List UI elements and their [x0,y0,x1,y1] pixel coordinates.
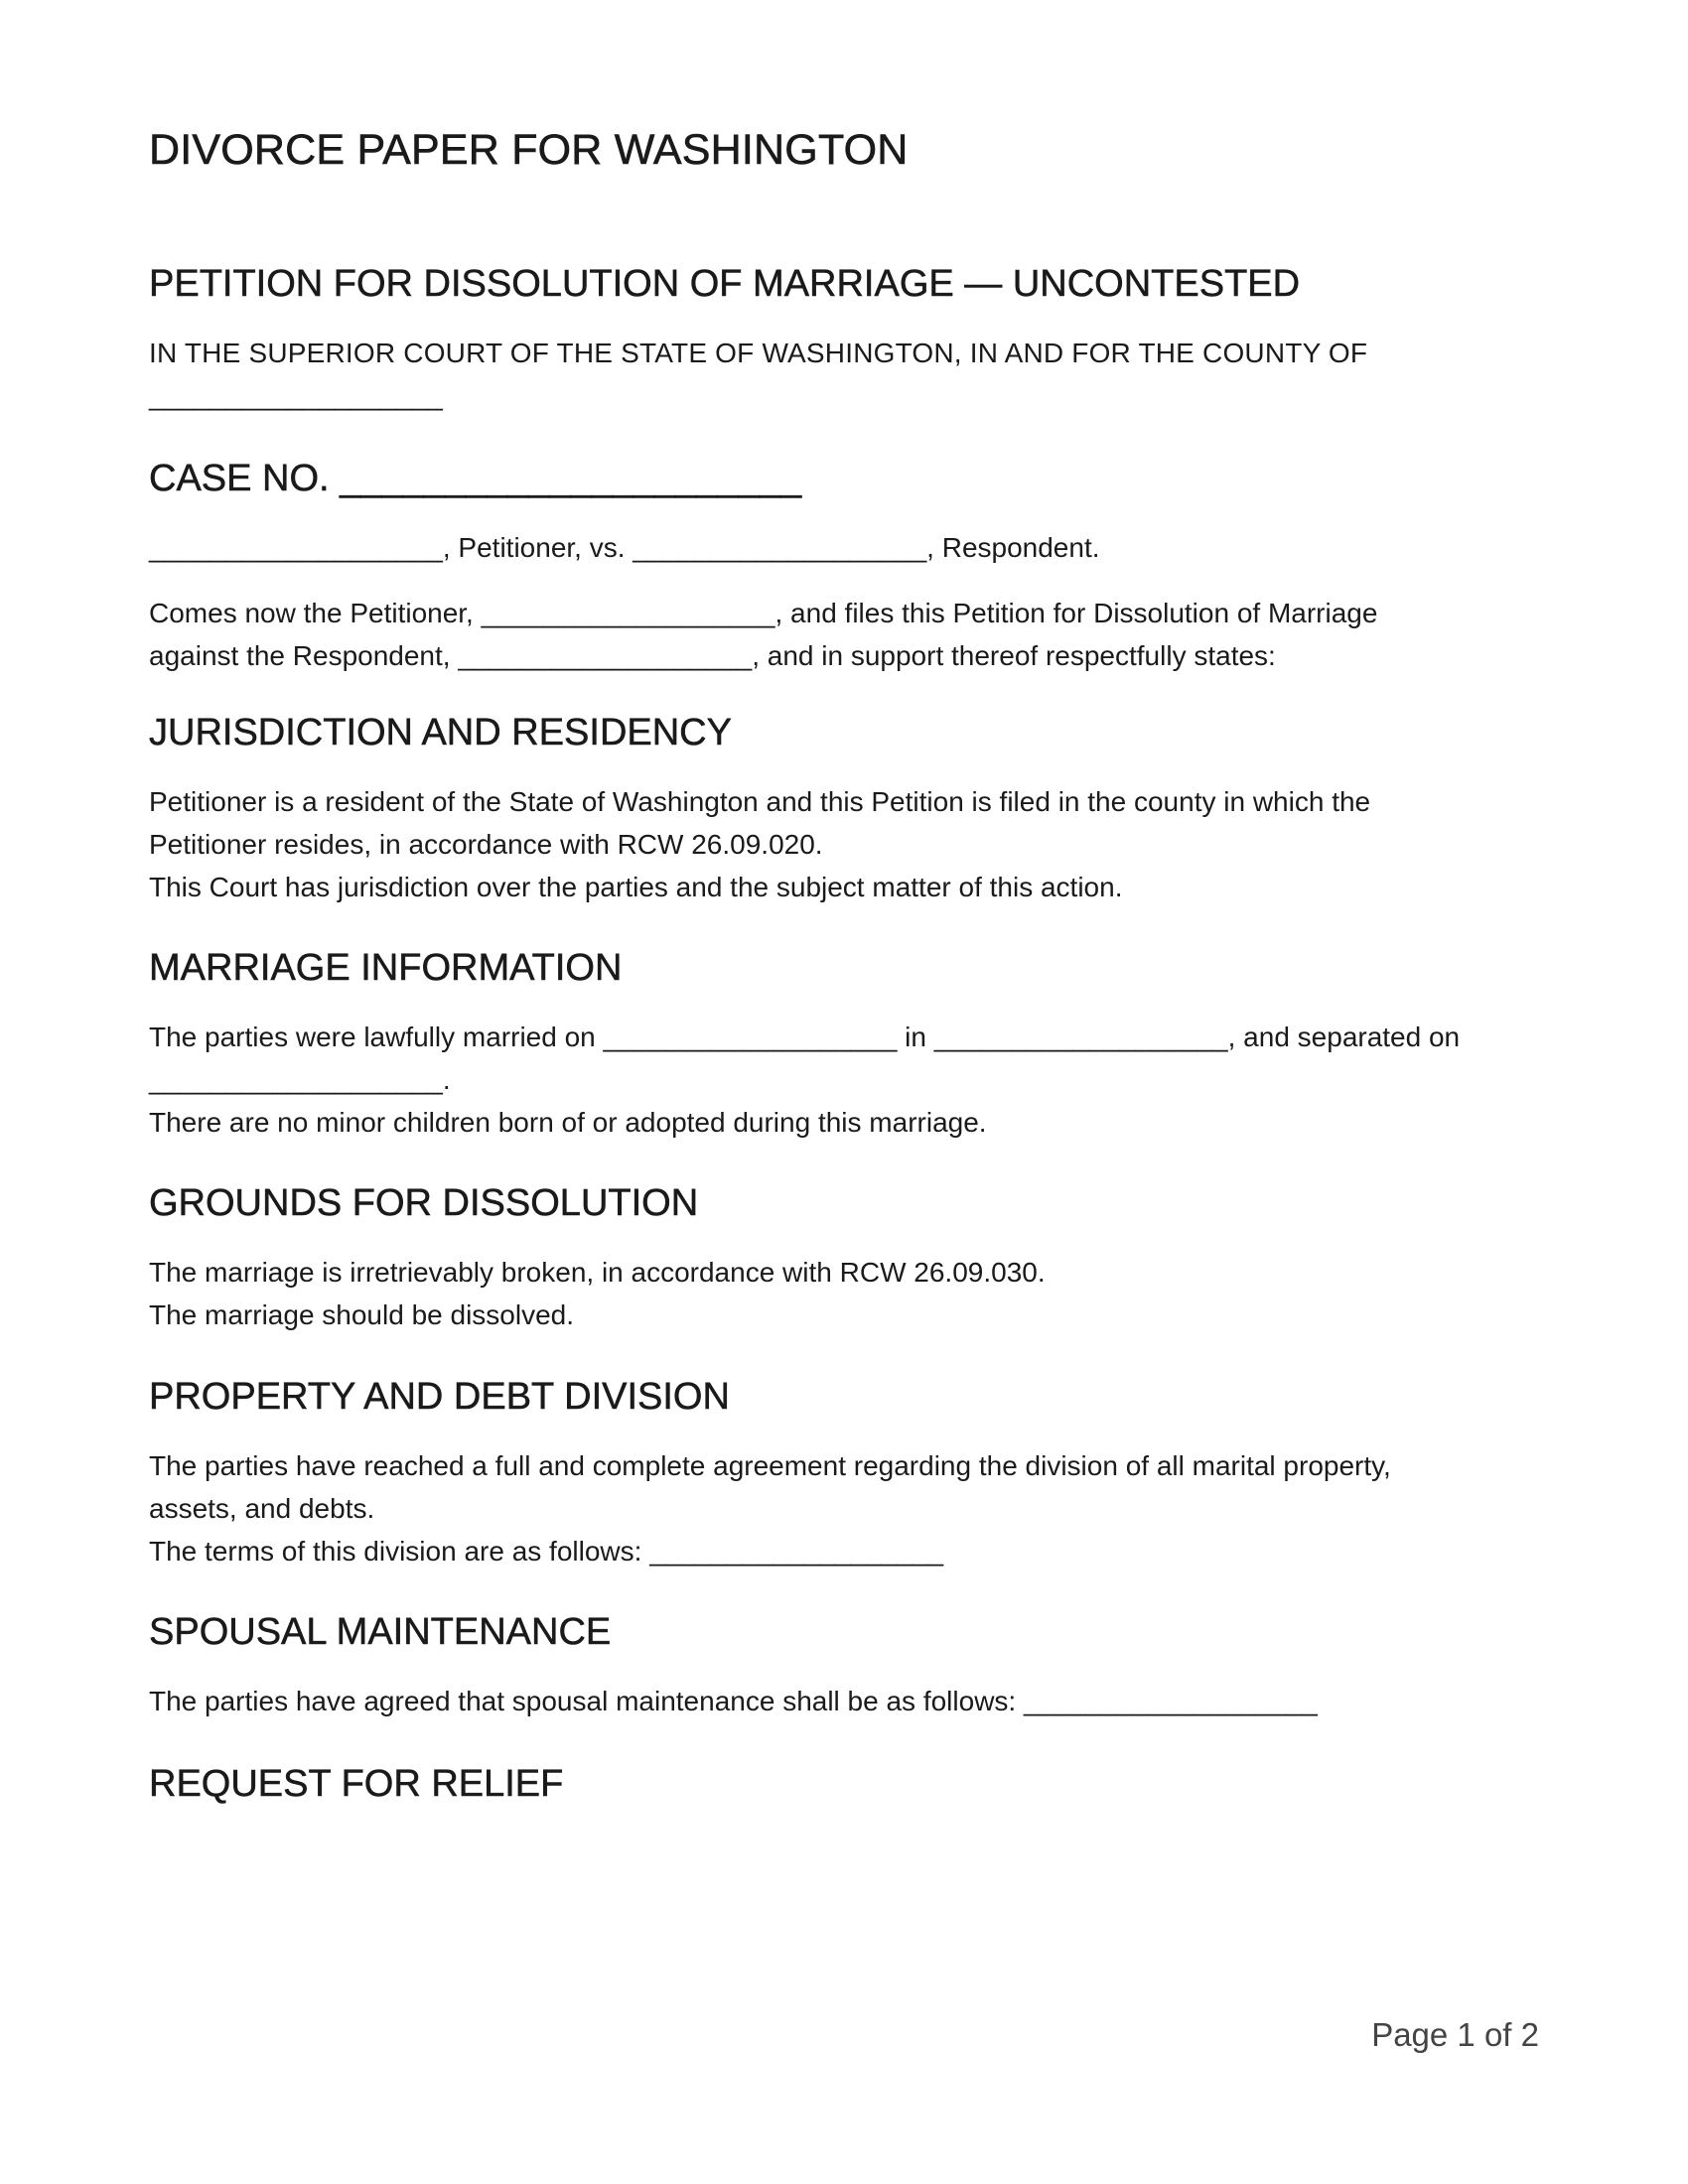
document-page [149,0,1539,2184]
intro-line-1: Comes now the Petitioner, ___________________, and files this Petition for Dissolution of Marriage [149,598,1378,628]
grounds-line-1: The marriage is irretrievably broken, in accordance with RCW 26.09.030. [149,1257,1046,1288]
property-line-3: The terms of this division are as follows: ___________________ [149,1536,944,1567]
grounds-heading: GROUNDS FOR DISSOLUTION [149,1182,699,1224]
jurisdiction-line-3: This Court has jurisdiction over the parties and the subject matter of this action. [149,872,1123,902]
intro-line-2: against the Respondent, ___________________, and in support thereof respectfully states: [149,640,1276,671]
maintenance-heading: SPOUSAL MAINTENANCE [149,1611,612,1653]
maintenance-paragraph [149,1680,1539,1722]
marriage-line-1: The parties were lawfully married on ___________________ in ___________________, and separated on [149,1022,1461,1052]
parties-line: ___________________, Petitioner, vs. ___________________, Respondent. [149,532,1100,563]
jurisdiction-line-1: Petitioner is a resident of the State of Washington and this Petition is filed in the county in which the [149,786,1371,817]
marriage-paragraph [149,1016,1539,1144]
intro-paragraph [149,592,1539,677]
grounds-line-2: The marriage should be dissolved. [149,1299,575,1330]
jurisdiction-paragraph [149,780,1539,908]
property-heading: PROPERTY AND DEBT DIVISION [149,1376,730,1418]
grounds-paragraph [149,1251,1539,1336]
relief-heading: REQUEST FOR RELIEF [149,1763,564,1805]
parties-caption [149,526,1539,569]
county-blank: ___________________ [149,380,443,411]
jurisdiction-heading: JURISDICTION AND RESIDENCY [149,712,732,753]
maintenance-line-1: The parties have agreed that spousal maintenance shall be as follows: ___________________ [149,1686,1318,1716]
marriage-line-3: There are no minor children born of or adopted during this marriage. [149,1107,987,1138]
property-paragraph [149,1444,1539,1572]
petition-heading: PETITION FOR DISSOLUTION OF MARRIAGE — UNCONTESTED [149,263,1301,305]
marriage-heading: MARRIAGE INFORMATION [149,947,623,989]
document-title: DIVORCE PAPER FOR WASHINGTON [149,126,909,174]
page-number: Page 1 of 2 [1371,2016,1539,2053]
property-line-2: assets, and debts. [149,1493,375,1524]
case-number: CASE NO. ______________________ [149,458,802,499]
court-line-1: IN THE SUPERIOR COURT OF THE STATE OF WASHINGTON, IN AND FOR THE COUNTY OF [149,338,1368,368]
property-line-1: The parties have reached a full and complete agreement regarding the division of all marital property, [149,1450,1391,1481]
court-caption [149,332,1539,417]
marriage-line-2: ___________________. [149,1064,451,1095]
jurisdiction-line-2: Petitioner resides, in accordance with RCW 26.09.020. [149,829,823,860]
